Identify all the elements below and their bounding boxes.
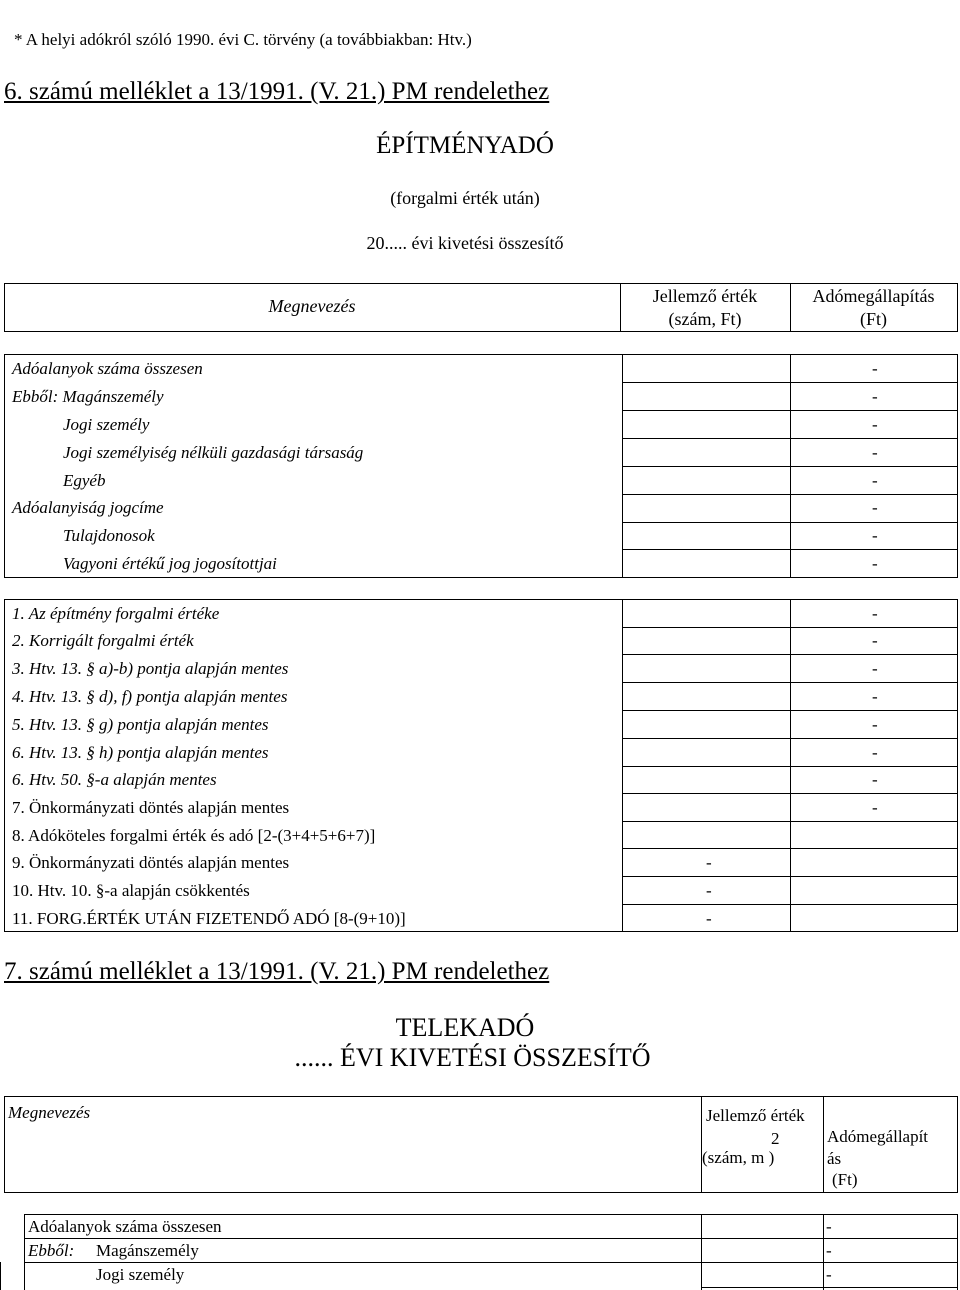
section1-subtitle2: 20..... évi kivetési összesítő <box>366 233 564 253</box>
g2-row-value: - <box>872 659 878 678</box>
s2-row-label: Magánszemély <box>96 1241 199 1260</box>
g1-row-label: Jogi személy <box>63 415 150 434</box>
g2-row-label: 1. Az építmény forgalmi értéke <box>12 604 220 623</box>
g1-row-value: - <box>872 498 878 517</box>
s2-row-label: Jogi személy <box>96 1265 185 1284</box>
col-header-megnevezes: Megnevezés <box>268 296 356 316</box>
g1-row-label: Jogi személyiség nélküli gazdasági társaság <box>63 443 364 462</box>
g2-row-label: 11. FORG.ÉRTÉK UTÁN FIZETENDŐ ADÓ [8-(9+10)] <box>12 909 406 928</box>
g2-row-label: 5. Htv. 13. § g) pontja alapján mentes <box>12 715 269 734</box>
g1-row-value: - <box>872 387 878 406</box>
section1-heading: 6. számú melléklet a 13/1991. (V. 21.) PM rendelethez <box>4 78 550 105</box>
section2-heading: 7. számú melléklet a 13/1991. (V. 21.) PM rendelethez <box>4 958 550 985</box>
section2-subtitle: ...... ÉVI KIVETÉSI ÖSSZESÍTŐ <box>294 1043 651 1072</box>
g2-row-label: 7. Önkormányzati döntés alapján mentes <box>12 798 290 817</box>
g2-row-value: - <box>872 743 878 762</box>
section1-subtitle: (forgalmi érték után) <box>390 188 540 208</box>
col-header-tax-line1: Adómegállapítás <box>812 286 935 306</box>
s2-row-value: - <box>826 1241 832 1260</box>
g1-row-value: - <box>872 415 878 434</box>
col-header-value-sup: 2 <box>771 1129 780 1148</box>
col-header-tax-line2: ás <box>827 1149 842 1168</box>
s2-row-value: - <box>826 1217 832 1236</box>
g2-row-tax: - <box>706 853 712 872</box>
col-header-value-line1: Jellemző érték <box>706 1106 805 1125</box>
col-header-megnevezes: Megnevezés <box>8 1103 91 1122</box>
col-header-tax-line1: Adómegállapít <box>827 1127 929 1146</box>
g1-row-label: Egyéb <box>63 471 106 490</box>
col-header-value-line2: (szám, m ) <box>702 1148 775 1167</box>
g2-row-label: 3. Htv. 13. § a)-b) pontja alapján mentes <box>12 659 289 678</box>
g1-row-label: Adóalanyok száma összesen <box>12 359 203 378</box>
section1-title: ÉPÍTMÉNYADÓ <box>376 132 554 159</box>
g1-row-label: Tulajdonosok <box>63 526 155 545</box>
g1-row-label: Vagyoni értékű jog jogosítottjai <box>63 554 277 573</box>
footnote-text: * A helyi adókról szóló 1990. évi C. törvény (a továbbiakban: Htv.) <box>14 30 472 49</box>
col-header-value-line2: (szám, Ft) <box>668 309 742 329</box>
section2-title: TELEKADÓ <box>395 1013 535 1042</box>
g2-row-value: - <box>872 687 878 706</box>
col-header-tax-line3: (Ft) <box>832 1170 858 1189</box>
g2-row-label: 10. Htv. 10. §-a alapján csökkentés <box>12 881 250 900</box>
col-header-tax-line2: (Ft) <box>860 309 887 329</box>
s2-row-value: - <box>826 1265 832 1284</box>
col-header-value-line1: Jellemző érték <box>652 286 758 306</box>
g1-row-label: Adóalanyiság jogcíme <box>12 498 164 517</box>
g2-row-label: 6. Htv. 13. § h) pontja alapján mentes <box>12 743 269 762</box>
g1-row-value: - <box>872 359 878 378</box>
g2-row-value: - <box>872 715 878 734</box>
g2-row-value: - <box>872 631 878 650</box>
g2-row-label: 2. Korrigált forgalmi érték <box>12 631 194 650</box>
g2-row-label: 8. Adóköteles forgalmi érték és adó [2-(3+4+5+6+7)] <box>12 826 376 845</box>
g2-row-value: - <box>872 604 878 623</box>
g2-row-label: 6. Htv. 50. §-a alapján mentes <box>12 770 217 789</box>
g1-row-label: Ebből: Magánszemély <box>12 387 164 406</box>
g1-row-value: - <box>872 471 878 490</box>
g2-row-label: 4. Htv. 13. § d), f) pontja alapján mentes <box>12 687 288 706</box>
g2-row-value: - <box>872 798 878 817</box>
g2-row-value: - <box>872 770 878 789</box>
g2-row-tax: - <box>706 881 712 900</box>
s2-row-label: Adóalanyok száma összesen <box>28 1217 222 1236</box>
g1-row-value: - <box>872 554 878 573</box>
s2-row-prefix: Ebből: <box>28 1241 75 1260</box>
g1-row-value: - <box>872 443 878 462</box>
g2-row-label: 9. Önkormányzati döntés alapján mentes <box>12 853 290 872</box>
g2-row-tax: - <box>706 909 712 928</box>
g1-row-value: - <box>872 526 878 545</box>
